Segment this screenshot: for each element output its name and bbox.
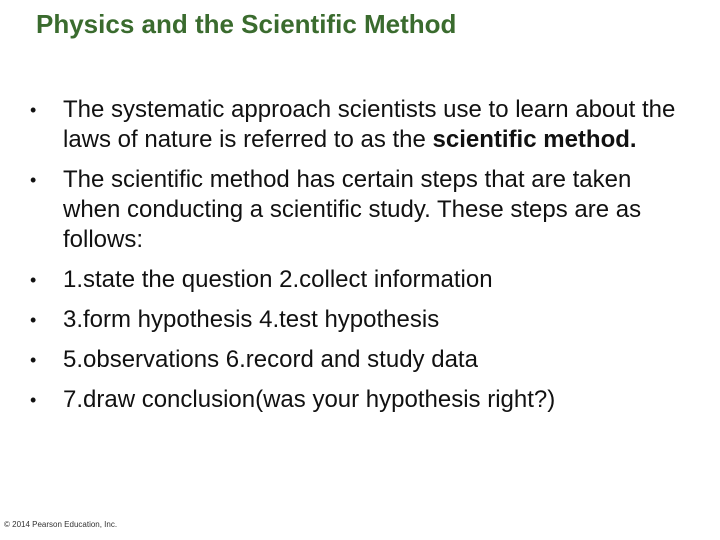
bullet-marker: • [30, 350, 37, 370]
bullet-list [30, 95, 690, 425]
bullet-text: The scientific method has certain steps that are taken when conducting a scientific study. These steps are as follows: [63, 166, 642, 253]
bullet-text: 3.form hypothesis 4.test hypothesis [63, 306, 440, 333]
bullet-bold-term: scientific method. [432, 126, 637, 153]
bullet-marker: • [30, 390, 37, 410]
bullet-text: 1.state the question 2.collect information [63, 266, 493, 293]
bullet-item-scientific-method-definition [30, 95, 690, 155]
bullet-item-steps-5-6 [30, 345, 690, 375]
bullet-text: 5.observations 6.record and study data [63, 346, 478, 373]
bullet-text: 7.draw conclusion(was your hypothesis right?) [63, 386, 556, 413]
slide-title: Physics and the Scientific Method [36, 9, 457, 39]
copyright-footer: © 2014 Pearson Education, Inc. [4, 520, 118, 529]
bullet-item-steps-intro [30, 165, 690, 255]
bullet-item-steps-1-2 [30, 265, 690, 295]
bullet-marker: • [30, 170, 37, 190]
bullet-marker: • [30, 310, 37, 330]
bullet-marker: • [30, 100, 37, 120]
bullet-marker: • [30, 270, 37, 290]
bullet-item-step-7 [30, 385, 690, 415]
bullet-item-steps-3-4 [30, 305, 690, 335]
bullet-text: The systematic approach scientists use to learn about the laws of nature is referred to as the [63, 96, 676, 153]
